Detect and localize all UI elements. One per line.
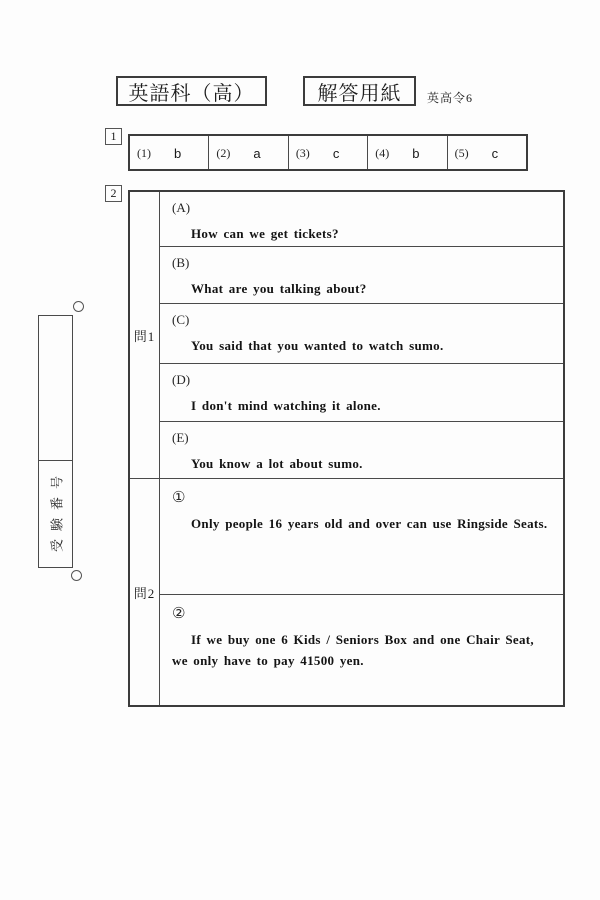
item-label: (A) [172, 200, 191, 215]
answer-sentence-line2: we only have to pay 41500 yen. [172, 653, 364, 668]
answer-cell-1 [130, 136, 209, 169]
punch-hole-circle-bottom [71, 570, 82, 581]
answer-cell-5 [448, 136, 526, 169]
section1-marker: 1 [105, 128, 122, 145]
section2-marker: 2 [105, 185, 122, 202]
answer-sentence: Only people 16 years old and over can use Ringside Seats. [191, 516, 548, 531]
question1-row-D [160, 364, 563, 422]
answer-cell-4 [368, 136, 447, 169]
answer-value: b [174, 146, 182, 161]
answer-value: c [491, 146, 499, 161]
answer-cell-2 [209, 136, 288, 169]
answer-cell-3 [289, 136, 368, 169]
answer-sentence: I don't mind watching it alone. [191, 398, 381, 413]
form-code: 英高令6 [427, 91, 474, 105]
examinee-number-label-cell [39, 461, 72, 567]
item-label: (B) [172, 255, 190, 270]
answer-number: (1) [137, 146, 151, 160]
question2-row-2 [160, 595, 563, 705]
answer-number: (4) [375, 146, 390, 160]
item-label: (D) [172, 372, 191, 387]
punch-hole-circle-top [73, 301, 84, 312]
question-content-column [160, 192, 563, 705]
answer-number: (3) [295, 146, 310, 160]
answer-sentence: How can we get tickets? [191, 226, 339, 241]
question-label-column [130, 192, 160, 705]
question1-row-A [160, 192, 563, 247]
question1-row-B [160, 247, 563, 304]
item-label: (C) [172, 312, 190, 327]
section1-answers-table [128, 134, 528, 171]
question1-row-E [160, 422, 563, 479]
answer-sentence: What are you talking about? [191, 281, 367, 296]
subject-title-box [116, 76, 267, 106]
answer-value: a [253, 146, 261, 161]
question1-row-C [160, 304, 563, 364]
question1-label: 問1 [130, 192, 159, 479]
question2-row-1 [160, 479, 563, 595]
answer-number: (5) [454, 146, 469, 160]
answer-sheet-title-box [303, 76, 416, 106]
examinee-number-box [38, 315, 73, 568]
question2-label: 問2 [133, 585, 156, 601]
subject-title: 英語科（高） [128, 82, 255, 105]
item-label: (E) [172, 430, 189, 445]
answer-value: b [412, 146, 420, 161]
examinee-number-label: 受験番号 [49, 467, 64, 553]
examinee-number-blank-field [39, 316, 72, 461]
circled-number-2: ② [172, 604, 186, 622]
answer-sheet-title: 解答用紙 [317, 82, 402, 105]
answer-number: (2) [216, 146, 231, 160]
circled-number-1: ① [172, 488, 186, 506]
answer-value: c [332, 146, 340, 161]
answer-sentence-line1: If we buy one 6 Kids / Seniors Box and one Chair Seat, [191, 632, 534, 647]
answer-sentence: You said that you wanted to watch sumo. [191, 338, 444, 353]
section2-table [128, 190, 565, 707]
answer-sentence: You know a lot about sumo. [191, 456, 363, 471]
